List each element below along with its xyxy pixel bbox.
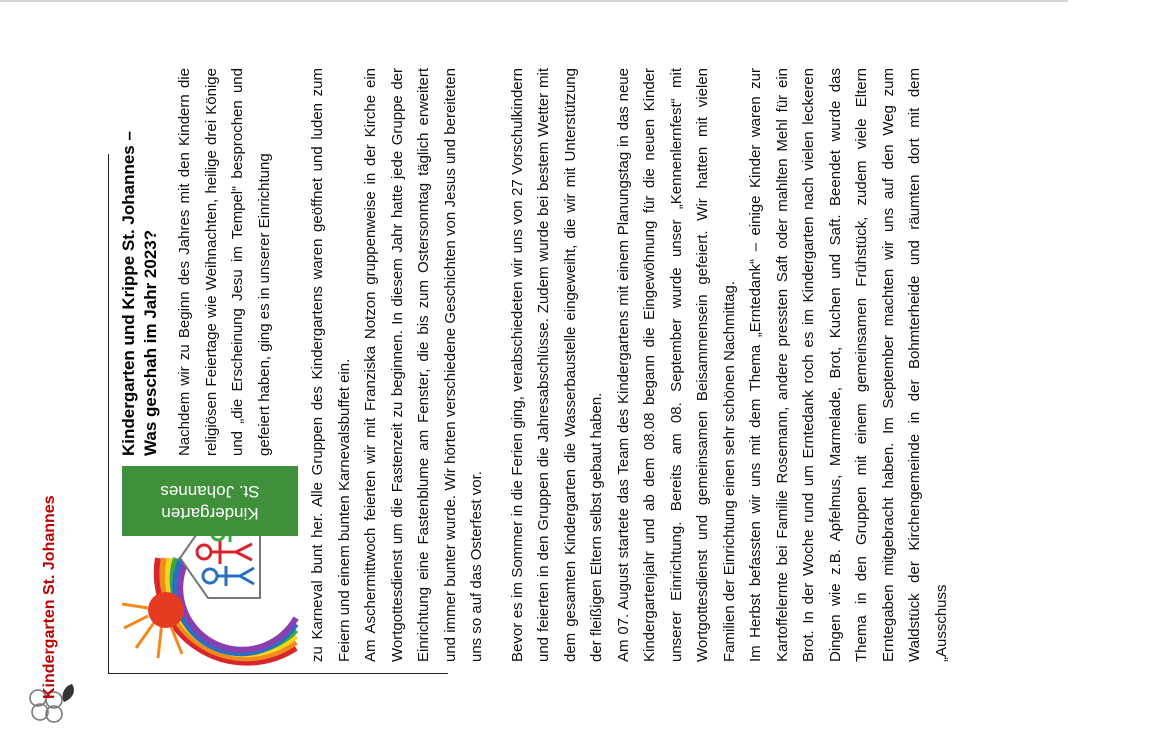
- kindergarten-logo: [118, 462, 300, 668]
- article-body: [305, 68, 955, 662]
- paragraph-sommer: Bevor es im Sommer in die Ferien ging, verabschiedeten wir uns von 27 Vorschulkindern und feierten in den Gruppen die Jahresabschlüsse. Zudem wurde bei bestem Wetter mit dem gesamten Kindergarten die Wasserbaustelle eingeweiht, die wir mit Unterstützung der fleißigen Eltern selbst gebaut haben.: [508, 68, 605, 662]
- section-title: Kindergarten St. Johannes: [41, 495, 58, 699]
- logo-text-line2: St. Johannes: [160, 482, 260, 501]
- intro-paragraph: Nachdem wir zu Beginn des Jahres mit den Kindern die religiösen Feiertage wie Weihnachten, heilige drei Könige und „die Erscheinung Jesu im Tempel“ besprochen und gefeiert haben, ging es in unserer Einrichtung: [176, 68, 273, 456]
- heading-line-2: Was geschah im Jahr 2023?: [141, 229, 160, 456]
- paragraph-aschermittwoch: Am Aschermittwoch feierten wir mit Franziska Notzon gruppenweise in der Kirche ein Wortgottesdienst um die Fastenzeit zu beginnen. In diesem Jahr hatte jede Gruppe der Einrichtung eine Fastenblume am Fenster, die bis zum Ostersonntag täglich erweitert und immer bunter wurde. Wir hörten verschiedene Geschichten von Jesus und bereiteten uns so auf das Osterfest vor.: [362, 68, 485, 662]
- rotated-page: [0, 54, 1152, 754]
- paragraph-herbst: Im Herbst befassten wir uns mit dem Thema „Erntedank“ – einige Kinder waren zur Kartoffelernte bei Familie Rosemann, andere pressten Saft oder mahlten Mehl für ein Brot. In der Woche rund um Erntedank roch es im Kindergarten nach vielen leckeren Dingen wie z.B. Apfelmus, Marmelade, Brot, Kuchen und Saft. Beendet wurde das Thema in den Gruppen mit einem gemeinsamen Frühstück, zudem viele Eltern Erntegaben mitgebracht haben. Im September machten wir uns auf den Weg zum Waldstück der Kirchengemeinde in der Bohmterheide und räumten dort mit dem „Ausschuss: [747, 68, 950, 662]
- paragraph-august: Am 07. August startete das Team des Kindergartens mit einem Planungstag in das neue Kindergartenjahr und ab dem 08.08 begann die Eingewöhnung für die neuen Kinder unserer Einrichtung. Bereits am 08. September wurde unser „Kennenlernfest“ mit Wortgottesdienst und gemeinsamen Beisammensein gefeiert. Wir hatten mit vielen Familien der Einrichtung einen sehr schönen Nachmittag.: [614, 68, 738, 662]
- horizontal-rule: [108, 154, 109, 674]
- heading-line-1: Kindergarten und Krippe St. Johannes –: [119, 131, 138, 456]
- paragraph-karneval: zu Karneval bunt her. Alle Gruppen des Kindergartens waren geöffnet und luden zum Feiern und einem bunten Karnevalsbuffet ein.: [309, 68, 353, 662]
- logo-text-line1: Kindergarten: [161, 504, 259, 523]
- article-heading: [118, 0, 162, 456]
- vertical-rule: [108, 673, 448, 674]
